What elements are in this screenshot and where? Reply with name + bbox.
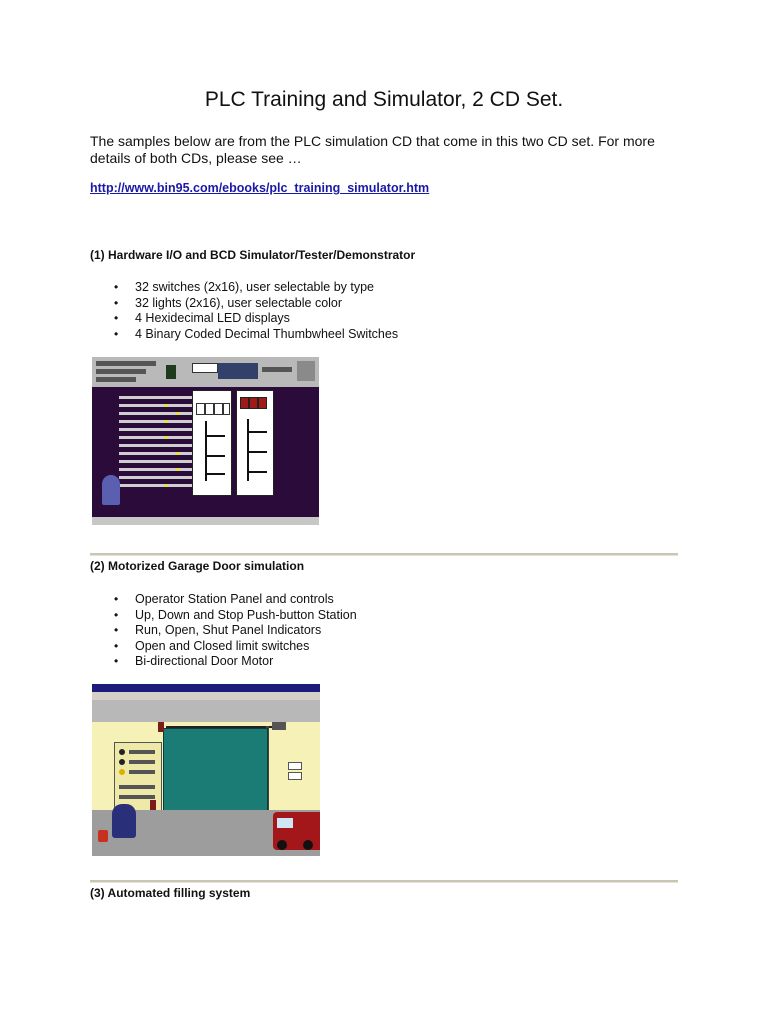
list-item: • Operator Station Panel and controls: [90, 592, 357, 608]
list-item: • 4 Hexidecimal LED displays: [90, 311, 398, 327]
garage-door-screenshot: [92, 684, 320, 856]
section-2-bullet-list: [90, 592, 357, 670]
window-titlebar: [92, 684, 320, 692]
page-title: PLC Training and Simulator, 2 CD Set.: [204, 88, 564, 111]
product-link[interactable]: http://www.bin95.com/ebooks/plc_training_simulator.htm: [90, 181, 430, 195]
intro-paragraph: The samples below are from the PLC simulation CD that come in this two CD set. For more details of both CDs, please see …: [90, 133, 655, 166]
list-item: • 32 switches (2x16), user selectable by type: [90, 280, 398, 296]
io-simulator-screenshot: [92, 357, 319, 525]
garage-ceiling: [92, 700, 320, 722]
section-3-heading: (3) Automated filling system: [90, 886, 251, 900]
hex-led-display-2: [236, 390, 274, 496]
section-2-heading: (2) Motorized Garage Door simulation: [90, 559, 305, 573]
limit-switch-open-icon: [158, 722, 164, 732]
hex-led-display-1: [192, 390, 232, 496]
list-item: • Run, Open, Shut Panel Indicators: [90, 623, 357, 639]
section-1-heading: (1) Hardware I/O and BCD Simulator/Tester/Demonstrator: [90, 248, 416, 262]
input-box: [288, 762, 302, 770]
list-item: • 4 Binary Coded Decimal Thumbwheel Switches: [90, 327, 398, 343]
limit-switch-closed-icon: [150, 800, 156, 810]
section-divider: [90, 880, 678, 883]
motor-icon: [272, 722, 286, 730]
input-box: [288, 772, 302, 780]
status-bar: [92, 517, 319, 525]
fire-alarm-icon: [98, 830, 108, 842]
list-item: • Bi-directional Door Motor: [90, 654, 357, 670]
switch-bank: [116, 390, 188, 494]
wizard-character: [102, 475, 120, 505]
list-item: • 32 lights (2x16), user selectable color: [90, 296, 398, 312]
simulator-toolbar: [92, 357, 319, 387]
section-1-bullet-list: [90, 280, 398, 342]
window-menubar: [92, 692, 320, 700]
section-divider: [90, 553, 678, 556]
list-item: • Open and Closed limit switches: [90, 639, 357, 655]
garage-door: [163, 728, 268, 816]
operator-character: [112, 804, 136, 838]
list-item: • Up, Down and Stop Push-button Station: [90, 608, 357, 624]
truck: [273, 812, 320, 850]
